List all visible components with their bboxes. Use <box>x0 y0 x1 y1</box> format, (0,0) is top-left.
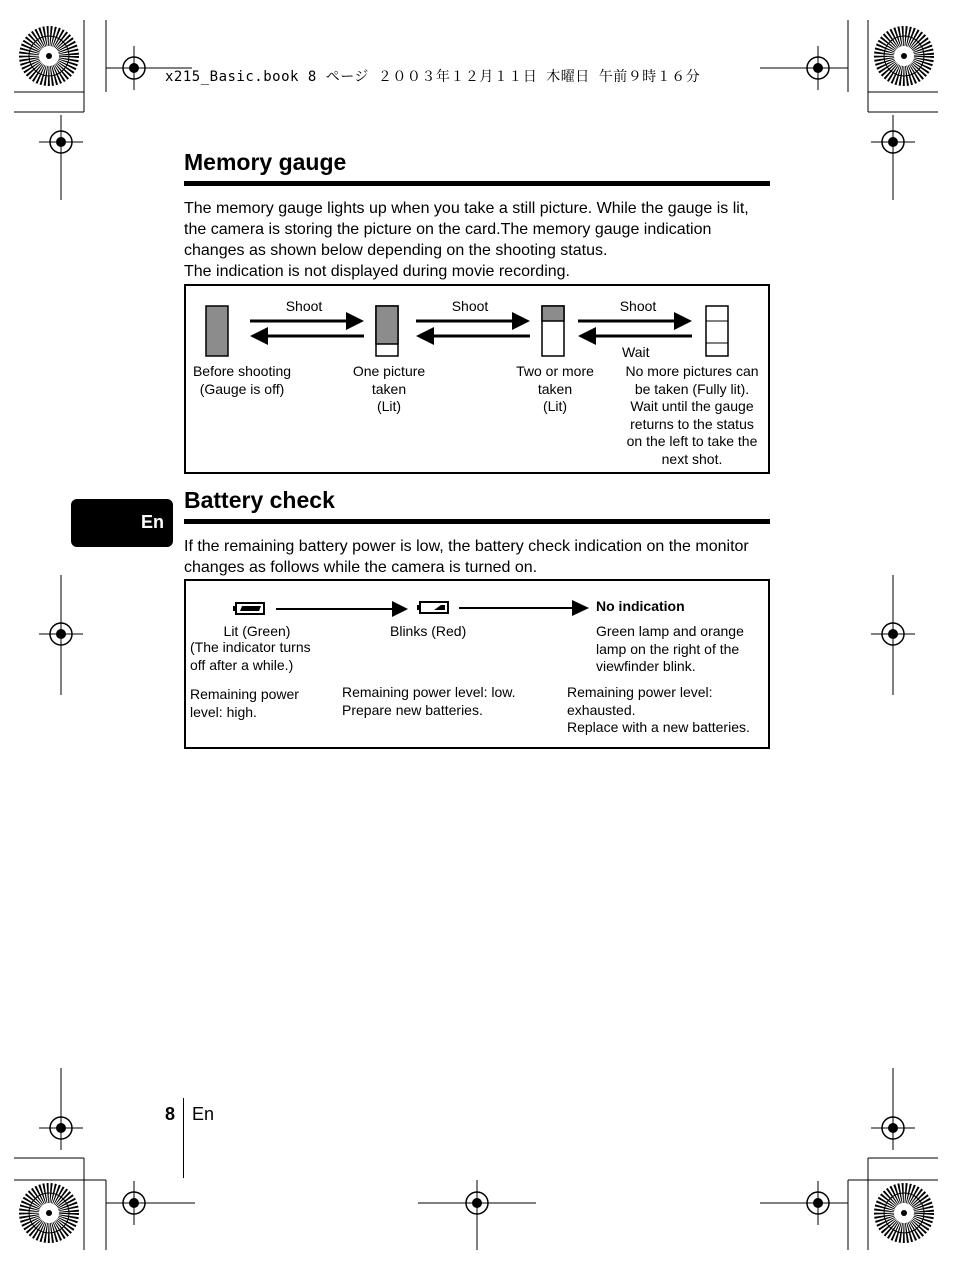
section-title-memory-gauge: Memory gauge <box>184 149 347 175</box>
battery-level-exhausted: Remaining power level: exhausted. Replace with a new batteries. <box>567 684 750 735</box>
language-tab: En <box>71 499 173 547</box>
gauge-full-icon <box>706 306 728 356</box>
gauge-one-picture-icon <box>376 306 398 356</box>
battery-level-low: Remaining power level: low. Prepare new batteries. <box>342 684 516 718</box>
battery-full-icon <box>233 603 264 614</box>
arrow-pair-3-icon <box>578 312 692 345</box>
page-number: 8 <box>165 1104 176 1124</box>
arrow-icon <box>276 601 408 617</box>
gauge-two-or-more-icon <box>542 306 564 356</box>
shoot-label: Shoot <box>285 298 323 314</box>
page-language: En <box>192 1104 215 1124</box>
shoot-label: Shoot <box>619 298 657 314</box>
memory-gauge-description: The memory gauge lights up when you take a still picture. While the gauge is lit, the camera is storing the picture on the card.The memory gauge indication changes as shown below depending on the shooting status. The indication is not displayed during movie recording. <box>184 200 749 280</box>
battery-state-lit: Lit (Green) <box>223 623 291 639</box>
print-header: x215_Basic.book 8 ページ ２００３年１２月１１日 木曜日 午前９時１６分 <box>165 69 701 85</box>
section-rule <box>184 519 770 524</box>
state-two-or-more: Two or more taken (Lit) <box>516 363 594 414</box>
registration-mark-icon <box>884 36 924 76</box>
state-full: No more pictures can be taken (Fully lit). Wait until the gauge returns to the status on the left to take the next shot. <box>625 363 759 467</box>
battery-state-lit-note: (The indicator turns off after a while.) <box>190 639 311 673</box>
battery-level-high: Remaining power level: high. <box>190 686 299 720</box>
registration-mark-icon <box>29 1193 69 1233</box>
state-one-picture: One picture taken (Lit) <box>352 363 426 414</box>
registration-mark-icon <box>884 1193 924 1233</box>
no-indication-heading: No indication <box>596 598 685 614</box>
wait-label: Wait <box>622 344 650 360</box>
battery-check-description: If the remaining battery power is low, the battery check indication on the monitor changes as follows while the camera is turned on. <box>184 538 749 576</box>
battery-low-icon <box>417 602 448 613</box>
arrow-pair-1-icon <box>250 312 364 345</box>
registration-mark-icon <box>29 36 69 76</box>
section-rule <box>184 181 770 186</box>
memory-gauge-diagram <box>184 284 770 474</box>
gauge-before-shooting-icon <box>206 306 228 356</box>
section-title-battery-check: Battery check <box>184 487 335 513</box>
page-number-divider <box>183 1098 184 1178</box>
battery-state-blink-lamps: Green lamp and orange lamp on the right of the viewfinder blink. <box>596 623 744 674</box>
shoot-label: Shoot <box>451 298 489 314</box>
arrow-icon <box>459 600 589 616</box>
battery-check-diagram <box>184 579 770 749</box>
state-before-shooting: Before shooting (Gauge is off) <box>192 363 292 397</box>
battery-state-blinks: Blinks (Red) <box>390 623 467 639</box>
arrow-pair-2-icon <box>416 312 530 345</box>
